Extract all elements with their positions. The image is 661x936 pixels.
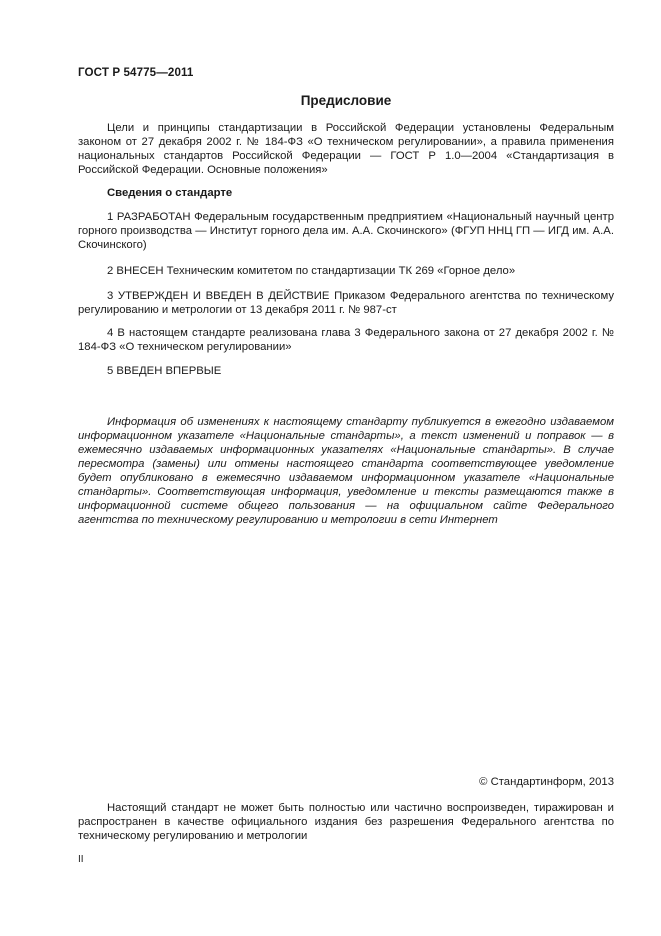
info-heading-text: Сведения о стандарте — [107, 187, 233, 199]
info-item-5-text: 5 ВВЕДЕН ВПЕРВЫЕ — [107, 365, 222, 377]
reproduction-notice — [78, 801, 614, 843]
info-item-5 — [78, 364, 614, 378]
info-item-3 — [78, 289, 614, 317]
standard-code: ГОСТ Р 54775—2011 — [78, 66, 194, 79]
info-heading — [78, 186, 614, 200]
copyright: © Стандартинформ, 2013 — [479, 776, 614, 788]
changes-notice — [78, 415, 614, 527]
preface-intro — [78, 121, 614, 177]
reproduction-notice-text: Настоящий стандарт не может быть полностью или частично воспроизведен, тиражирован и распространен в качестве официального издания без разрешения Федерального агентства по техническому регулированию и метрологии — [78, 802, 614, 842]
info-item-4 — [78, 326, 614, 354]
page-title: Предисловие — [300, 93, 392, 108]
page-number: II — [78, 854, 84, 865]
changes-notice-text: Информация об изменениях к настоящему стандарту публикуется в ежегодно издаваемом информационном указателе «Национальные стандарты», а текст изменений и поправок — в ежемесячно издаваемых информационных указателях «Национальные стандарты». В случае пересмотра (замены) или отмены настоящего стандарта соответствующее уведомление будет опубликовано в ежемесячно издаваемом информационном указателе «Национальные стандарты». Соответствующая информация, уведомление и тексты размещаются также в информационной системе общего пользования — на официальном сайте Федерального агентства по техническому регулированию и метрологии в сети Интернет — [78, 416, 614, 526]
info-item-1-text: 1 РАЗРАБОТАН Федеральным государственным предприятием «Национальный научный центр горного производства — Институт горного дела им. А.А. Скочинского» (ФГУП ННЦ ГП — ИГД им. А.А. Скочинского) — [78, 211, 614, 251]
info-item-1 — [78, 210, 614, 252]
info-item-2-text: 2 ВНЕСЕН Техническим комитетом по стандартизации ТК 269 «Горное дело» — [107, 265, 516, 277]
info-item-2 — [78, 264, 614, 278]
info-item-3-text: 3 УТВЕРЖДЕН И ВВЕДЕН В ДЕЙСТВИЕ Приказом Федерального агентства по техническому регулированию и метрологии от 13 декабря 2011 г. № 987-ст — [78, 290, 614, 316]
info-item-4-text: 4 В настоящем стандарте реализована глава 3 Федерального закона от 27 декабря 2002 г. № 184-ФЗ «О техническом регулировании» — [78, 327, 614, 353]
preface-intro-text: Цели и принципы стандартизации в Российской Федерации установлены Федеральным законом от 27 декабря 2002 г. № 184-ФЗ «О техническом регулировании», а правила применения национальных стандартов Российской Федерации — ГОСТ Р 1.0—2004 «Стандартизация в Российской Федерации. Основные положения» — [78, 122, 614, 176]
